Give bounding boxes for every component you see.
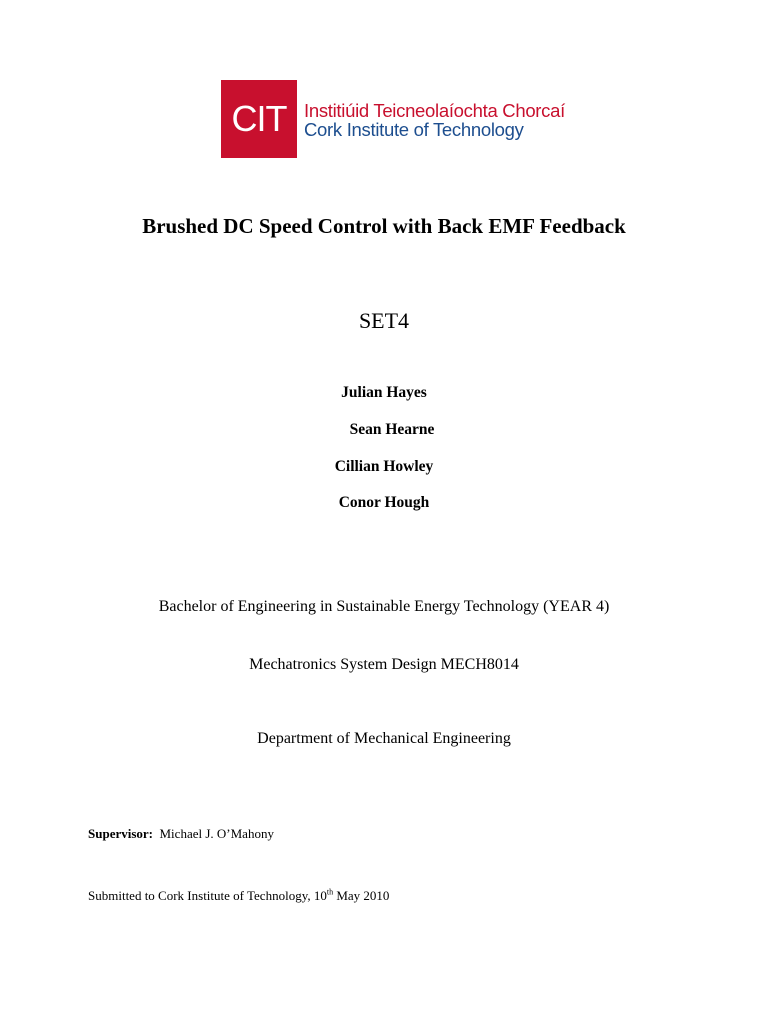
author-name: Cillian Howley (334, 458, 434, 475)
course-line: Mechatronics System Design MECH8014 (249, 656, 519, 673)
cit-logo-mark: CIT (221, 80, 297, 158)
supervisor-name: Michael J. O’Mahony (159, 826, 274, 841)
cit-logo-text (304, 99, 565, 140)
set-label: SET4 (358, 308, 410, 333)
author-name: Sean Hearne (349, 421, 435, 438)
degree-line: Bachelor of Engineering in Sustainable Energy Technology (YEAR 4) (158, 598, 610, 615)
submission-ordinal: th (326, 887, 334, 897)
submission-line (88, 888, 389, 904)
supervisor-label: Supervisor: (88, 826, 153, 841)
submission-suffix: May 2010 (333, 888, 390, 903)
supervisor-line (88, 826, 274, 842)
author-name: Julian Hayes (341, 384, 427, 401)
document-title: Brushed DC Speed Control with Back EMF Feedback (142, 214, 626, 238)
logo-irish-name: Institiúid Teicneolaíochta Chorcaí (304, 99, 565, 121)
logo-english-name: Cork Institute of Technology (304, 119, 524, 140)
cit-logo (221, 80, 565, 158)
author-name: Conor Hough (338, 494, 430, 511)
department-line: Department of Mechanical Engineering (257, 730, 511, 747)
submission-prefix: Submitted to Cork Institute of Technology, 10 (88, 888, 327, 903)
